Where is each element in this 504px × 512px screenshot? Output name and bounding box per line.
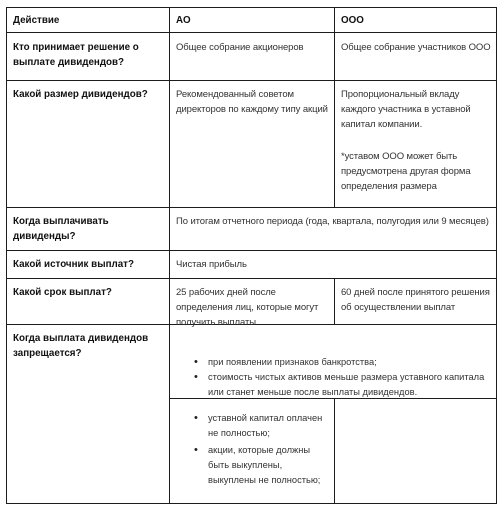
table-row-divider [6,278,497,279]
dividends-comparison-table [6,7,497,504]
header-action: Действие [13,15,60,26]
list-item: • стоимость чистых активов меньше размера уставного капитала или станет меньше после выплаты дивидендов. [194,370,486,400]
question-term: Какой срок выплат? [13,287,112,298]
table-border-top [6,7,497,8]
table-column-divider [334,278,335,325]
table-row-divider [6,32,497,33]
table-column-divider [169,7,170,504]
table-column-divider [334,398,335,504]
answer-ooo-size-note: *уставом ООО может быть предусмотрена другая форма определения размера [341,151,471,192]
answer-ao-term: 25 рабочих дней после определения лиц, которые могут получить выплаты [176,287,319,328]
answer-source: Чистая прибыль [176,259,247,270]
question-prohibited: Когда выплата дивидендов запрещается? [13,333,149,359]
answer-ao-size: Рекомендованный советом директоров по каждому типу акций [176,89,328,115]
answer-ooo-size: Пропорциональный вкладу каждого участника в уставной капитал компании. [341,89,471,130]
list-item: • при появлении признаков банкротства; [194,355,486,370]
table-column-divider [334,7,335,208]
question-size: Какой размер дивидендов? [13,89,148,100]
prohibited-common-list [194,355,486,400]
table-row-divider [6,207,497,208]
answer-when: По итогам отчетного периода (года, квартала, полугодия или 9 месяцев) [176,216,489,227]
answer-ooo-decision: Общее собрание участников ООО [341,42,491,53]
question-source: Какой источник выплат? [13,259,134,270]
table-border-left [6,7,7,504]
list-item: • уставной капитал оплачен не полностью; [194,411,328,441]
table-border-bottom [6,503,497,504]
header-ooo: ООО [341,15,364,26]
list-item: • акции, которые должны быть выкуплены, выкуплены не полностью; [194,443,328,488]
header-ao: АО [176,15,191,26]
question-decision: Кто принимает решение о выплате дивидендов? [13,42,139,68]
table-border-right [496,7,497,504]
prohibited-ooo-list [194,411,328,488]
answer-ao-decision: Общее собрание акционеров [176,42,304,53]
table-row-divider [6,250,497,251]
answer-ooo-term: 60 дней после принятого решения об осуществлении выплат [341,287,490,313]
question-when: Когда выплачивать дивиденды? [13,216,109,242]
table-row-divider [6,80,497,81]
